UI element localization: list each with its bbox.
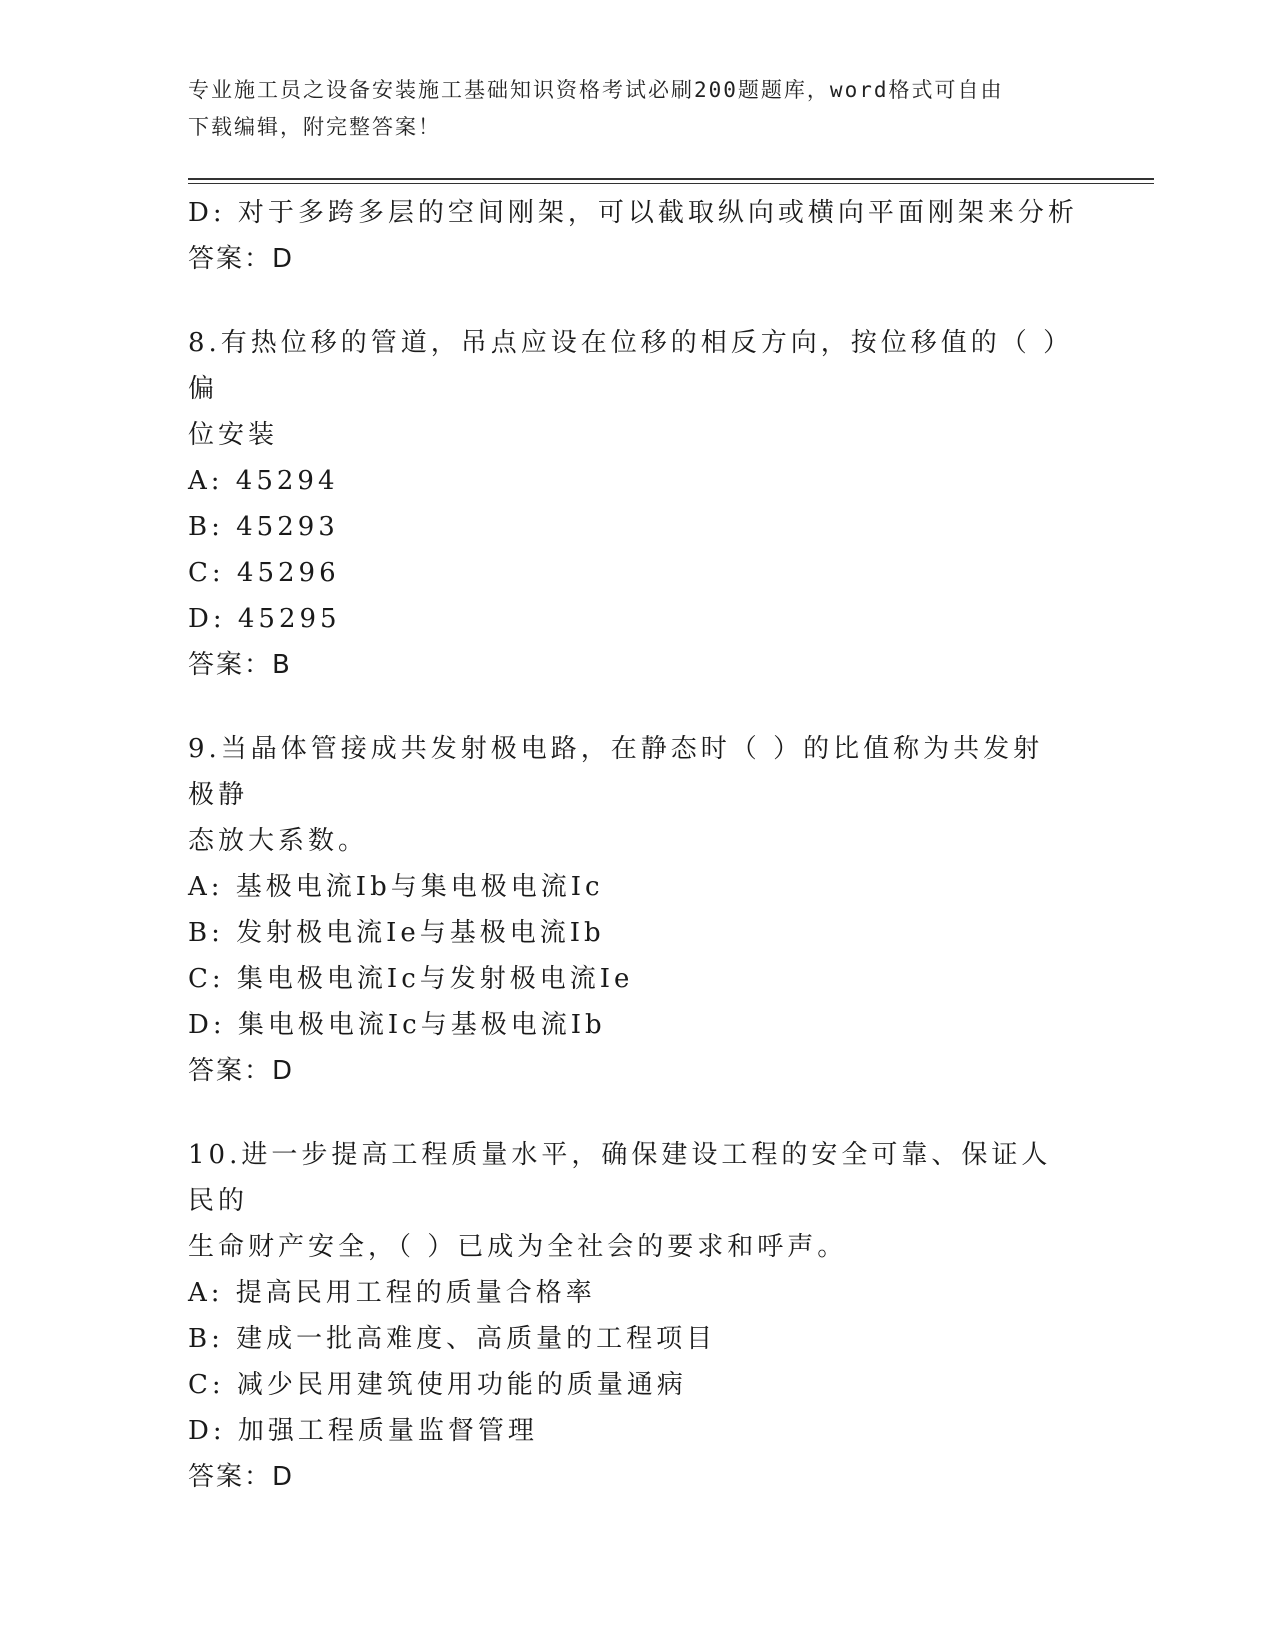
prev-question-tail	[188, 190, 1088, 282]
question-stem: 9.当晶体管接成共发射极电路，在静态时（ ）的比值称为共发射极静	[188, 734, 1044, 810]
option-b: B: 建成一批高难度、高质量的工程项目	[188, 1324, 717, 1354]
option-d: D: 45295	[188, 604, 341, 634]
option-b: B: 发射极电流Ie与基极电流Ib	[188, 918, 605, 948]
question-10	[188, 1132, 1088, 1500]
question-stem: 8.有热位移的管道，吊点应设在位移的相反方向，按位移值的（ ）偏	[188, 328, 1061, 404]
header-divider-thin	[188, 183, 1154, 184]
option-c: C: 集电极电流Ic与发射极电流Ie	[188, 964, 634, 994]
option-d: D: 集电极电流Ic与基极电流Ib	[188, 1010, 606, 1040]
question-9	[188, 726, 1088, 1094]
option-a: A: 提高民用工程的质量合格率	[188, 1278, 596, 1308]
header-line-1: 专业施工员之设备安装施工基础知识资格考试必刷200题题库，word格式可自由	[188, 78, 1004, 102]
question-content	[188, 190, 1088, 1500]
question-stem-continued: 位安装	[188, 420, 279, 450]
answer-line: 答案：D	[188, 1056, 295, 1086]
answer-line: 答案：D	[188, 1462, 295, 1492]
header-line-2: 下载编辑，附完整答案！	[188, 115, 441, 139]
answer-line: 答案：B	[188, 650, 292, 680]
option-a: A: 45294	[188, 466, 339, 496]
question-stem-continued: 生命财产安全，（ ）已成为全社会的要求和呼声。	[188, 1232, 848, 1262]
question-8	[188, 320, 1088, 688]
option-d: D: 对于多跨多层的空间刚架，可以截取纵向或横向平面刚架来分析	[188, 198, 1078, 228]
option-b: B: 45293	[188, 512, 339, 542]
document-header	[188, 72, 1068, 146]
header-divider-thick	[188, 178, 1154, 180]
option-d: D: 加强工程质量监督管理	[188, 1416, 538, 1446]
option-a: A: 基极电流Ib与集电极电流Ic	[188, 872, 604, 902]
option-c: C: 减少民用建筑使用功能的质量通病	[188, 1370, 687, 1400]
question-stem: 10.进一步提高工程质量水平，确保建设工程的安全可靠、保证人民的	[188, 1140, 1052, 1216]
question-stem-continued: 态放大系数。	[188, 826, 369, 856]
option-c: C: 45296	[188, 558, 340, 588]
answer-line: 答案：D	[188, 244, 295, 274]
